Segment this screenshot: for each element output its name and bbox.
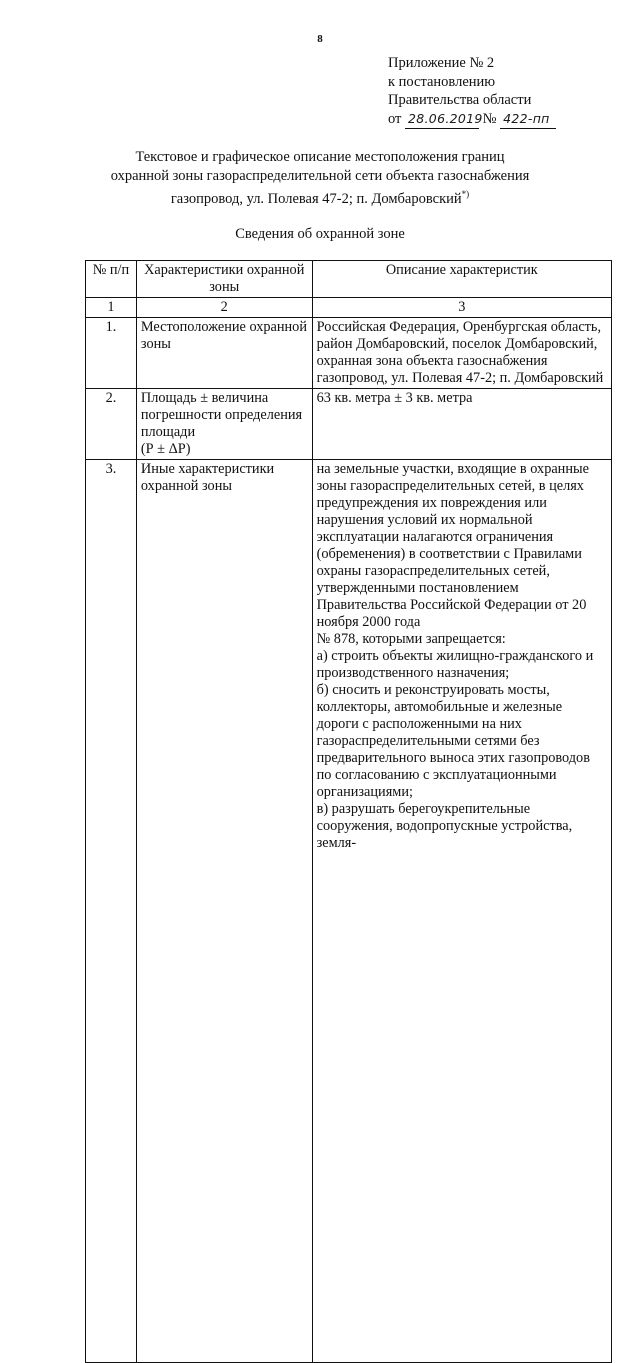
row-number: 3. [86, 460, 137, 1363]
table-numbering-row [86, 298, 612, 318]
number-label: № [482, 110, 497, 127]
table-header-row [86, 261, 612, 298]
row-number: 1. [86, 318, 137, 389]
numbering-cell-2: 2 [136, 298, 312, 318]
table-row [86, 389, 612, 460]
appendix-line-1: Приложение № 2 [388, 55, 495, 71]
restriction-intro: на земельные участки, входящие в охранные зоны газораспределительных сетей, в целях предупреждения их повреждения или нарушения условий их нормальной эксплуатации налагаются ограничения (обременения) в соответствии с Правилами охраны газораспределительных сетей, утвержденными постановлением Правительства Российской Федерации от 20 ноября 2000 года [316, 461, 589, 630]
row-description: 63 кв. метра ± 3 кв. метра [312, 389, 611, 460]
appendix-block [388, 54, 628, 129]
protection-zone-table [85, 260, 612, 1363]
page-number: 8 [317, 33, 323, 45]
row-characteristic: Иные характеристики охранной зоны [136, 460, 312, 1363]
row-characteristic: Местоположение охранной зоны [136, 318, 312, 389]
numbering-cell-1: 1 [86, 298, 137, 318]
date-signature [405, 110, 483, 130]
table-row [86, 460, 612, 1363]
appendix-line-4 [388, 110, 628, 130]
characteristic-formula: (Р ± ΔР) [140, 441, 191, 457]
restriction-item-a: а) строить объекты жилищно-гражданского и производственного назначения; [316, 648, 594, 681]
title-line-1: Текстовое и графическое описание местоположения границ [135, 149, 505, 165]
section-subtitle: Сведения об охранной зоне [235, 226, 405, 242]
handwritten-date: 28.06.2019 [408, 110, 483, 126]
footnote-mark: *) [461, 189, 470, 199]
restriction-item-b: б) сносить и реконструировать мосты, коллекторы, автомобильные и железные дороги с расположенными на них газораспределительными сетями без предварительного выноса этих газопроводов по согласованию с эксплуатационными организациями; [316, 682, 590, 800]
row-number: 2. [86, 389, 137, 460]
handwritten-number: 422-пп [503, 110, 550, 126]
appendix-line-2: к постановлению [388, 73, 496, 90]
appendix-line-3: Правительства области [388, 92, 532, 108]
numbering-cell-3: 3 [312, 298, 611, 318]
from-label: от [388, 110, 402, 127]
header-characteristics: Характеристики охранной зоны [136, 261, 312, 298]
document-title [60, 148, 580, 208]
table-row [86, 318, 612, 389]
row-description: Российская Федерация, Оренбургская область, район Домбаровский, поселок Домбаровский, охранная зона объекта газоснабжения газопровод, ул. Полевая 47-2; п. Домбаровский [312, 318, 611, 389]
header-description: Описание характеристик [312, 261, 611, 298]
number-signature [500, 110, 556, 130]
row-description [312, 460, 611, 1363]
restriction-item-v: в) разрушать берегоукрепительные сооружения, водопропускные устройства, земля- [316, 801, 573, 851]
title-line-3 [60, 185, 580, 208]
title-line-3-text: газопровод, ул. Полевая 47-2; п. Домбаровский [170, 190, 462, 207]
row-characteristic [136, 389, 312, 460]
restriction-number: № 878, которыми запрещается: [316, 631, 506, 647]
characteristic-text: Площадь ± величина погрешности определения площади [140, 390, 303, 440]
title-line-2: охранной зоны газораспределительной сети объекта газоснабжения [110, 167, 530, 184]
header-number: № п/п [86, 261, 137, 298]
